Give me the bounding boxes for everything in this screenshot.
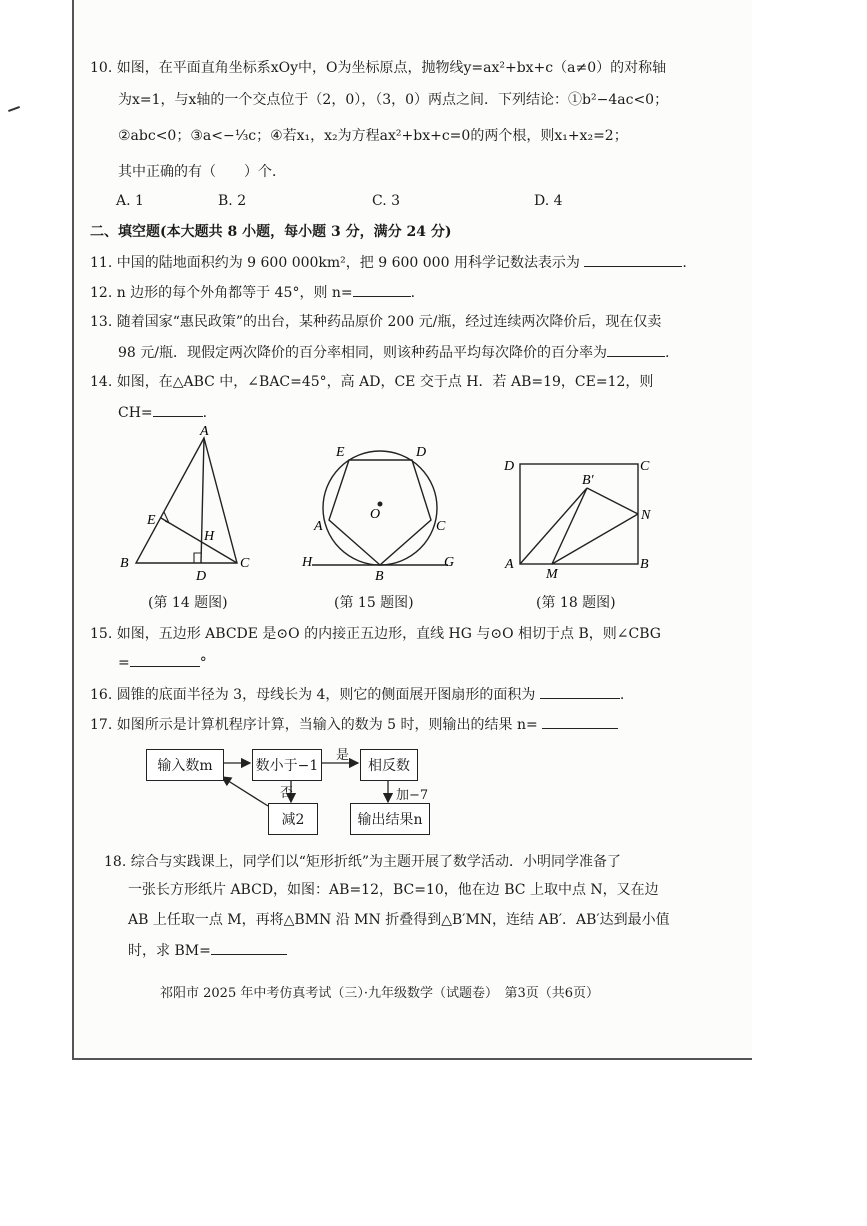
altitude-ce <box>161 518 237 563</box>
q17-blank[interactable] <box>542 714 618 729</box>
label-d: D <box>196 569 207 584</box>
label-a: A <box>314 519 323 534</box>
q13-end: . <box>664 345 670 361</box>
figure-14 <box>112 420 262 590</box>
q14-end: . <box>202 405 208 421</box>
q16-end: . <box>619 687 625 703</box>
q16-blank[interactable] <box>540 684 620 699</box>
label-m: M <box>546 567 558 580</box>
q13-line2: 98 元/瓶．现假定两次降价的百分率相同，则该种药品平均每次降价的百分率为 <box>118 345 607 361</box>
flow-label-no: 否 <box>280 786 294 801</box>
figure-18 <box>500 450 665 580</box>
q12-text: 12. n 边形的每个外角都等于 45°，则 n= <box>90 285 353 301</box>
label-o: O <box>370 507 381 522</box>
q10-line4: 其中正确的有（ ）个． <box>118 164 286 180</box>
q12-blank[interactable] <box>353 282 411 297</box>
fig18-caption: (第 18 题图) <box>536 595 616 611</box>
q14-line2: CH= <box>118 405 153 421</box>
label-c: C <box>240 556 250 571</box>
q11-blank[interactable] <box>584 252 682 267</box>
arrow-minus2-to-input <box>222 777 268 806</box>
figure-15 <box>300 438 470 586</box>
label-d: D <box>416 445 427 460</box>
flow-opposite-box: 相反数 <box>360 749 418 781</box>
q18-line1: 18. 综合与实践课上，同学们以“矩形折纸”为主题开展了数学活动．小明同学准备了 <box>104 854 622 870</box>
label-g: G <box>444 555 455 570</box>
q14-line1: 14. 如图，在△ABC 中，∠BAC=45°，高 AD，CE 交于点 H．若 AB=19，CE=12，则 <box>90 374 654 390</box>
label-h: H <box>204 529 215 544</box>
right-angle-d <box>194 553 201 563</box>
q10-line3: ②abc<0；③a<−⅓c；④若x₁，x₂为方程ax²+bx+c=0的两个根，则x₁+x₂=2； <box>118 128 628 144</box>
label-e: E <box>336 445 345 460</box>
label-b: B <box>120 556 129 571</box>
q13-line2-wrap <box>118 342 669 363</box>
flow-input-box: 输入数m <box>146 749 224 781</box>
flow-output-box: 输出结果n <box>350 803 430 835</box>
q11-end: . <box>682 255 687 271</box>
flow-label-yes: 是 <box>336 748 350 763</box>
q10-option-d: D. 4 <box>534 193 563 209</box>
q15-line2-wrap <box>118 652 207 673</box>
q12-end: . <box>410 285 416 301</box>
page-footer: 祁阳市 2025 年中考仿真考试（三）·九年级数学（试题卷） 第3页（共6页） <box>160 986 600 1001</box>
label-b: B <box>375 569 384 584</box>
segment-b1n <box>587 488 638 514</box>
q17-text: 17. 如图所示是计算机程序计算，当输入的数为 5 时，则输出的结果 n= <box>90 717 538 733</box>
segment-ab1 <box>520 488 587 564</box>
flow-minus2-box: 减2 <box>268 803 318 835</box>
q18-line4: 时，求 BM= <box>128 943 211 959</box>
q15-end: ° <box>199 655 207 671</box>
label-n: N <box>641 508 651 523</box>
q12 <box>90 282 415 303</box>
triangle-abc <box>136 438 237 563</box>
label-c: C <box>640 459 650 474</box>
q18-line2: 一张长方形纸片 ABCD，如图：AB=12，BC=10，他在边 BC 上取中点 N，又在边 <box>128 882 659 898</box>
flow-label-add: 加−7 <box>396 788 429 803</box>
q10-line2: 为x=1，与x轴的一个交点位于（2，0），（3，0）两点之间．下列结论：①b²−4ac<0； <box>118 92 669 108</box>
segment-mn <box>552 514 638 564</box>
q10-line1: 10. 如图，在平面直角坐标系xOy中，O为坐标原点，抛物线y=ax²+bx+c（a≠0）的对称轴 <box>90 60 667 76</box>
label-c: C <box>436 519 446 534</box>
q17 <box>90 714 618 735</box>
q11 <box>90 252 687 273</box>
label-h: H <box>302 555 313 570</box>
q15-line1: 15. 如图，五边形 ABCDE 是⊙O 的内接正五边形，直线 HG 与⊙O 相切于点 B，则∠CBG <box>90 626 661 642</box>
q16 <box>90 684 624 705</box>
fig15-caption: (第 15 题图) <box>334 595 414 611</box>
q18-blank[interactable] <box>211 940 287 955</box>
q10-option-b: B. 2 <box>218 193 247 209</box>
q10-option-a: A. 1 <box>116 193 144 209</box>
q15-line2: = <box>118 655 130 671</box>
q18-line4-wrap <box>128 940 287 961</box>
flow-compare-box: 数小于−1 <box>252 749 322 781</box>
q16-text: 16. 圆锥的底面半径为 3，母线长为 4，则它的侧面展开图扇形的面积为 <box>90 687 536 703</box>
label-a: A <box>505 557 514 572</box>
q18-line3: AB 上任取一点 M，再将△BMN 沿 MN 折叠得到△B′MN，连结 AB′．AB′达到最小值 <box>128 912 670 928</box>
label-b: B <box>640 557 649 572</box>
label-a: A <box>200 424 209 439</box>
q14-blank[interactable] <box>153 402 203 417</box>
label-e: E <box>147 513 156 528</box>
right-angle-e <box>164 512 169 523</box>
q10-option-c: C. 3 <box>372 193 401 209</box>
section2-heading: 二、填空题(本大题共 8 小题，每小题 3 分，满分 24 分) <box>90 224 452 240</box>
label-d: D <box>504 459 515 474</box>
q15-blank[interactable] <box>130 652 200 667</box>
center-point <box>378 502 383 507</box>
scan-mark <box>8 106 20 112</box>
segment-mb1 <box>552 488 587 564</box>
fig14-caption: (第 14 题图) <box>148 595 228 611</box>
altitude-ad <box>201 438 204 563</box>
label-b-prime: B′ <box>582 473 594 488</box>
q13-line1: 13. 随着国家“惠民政策”的出台，某种药品原价 200 元/瓶，经过连续两次降价后，现在仅卖 <box>90 314 662 330</box>
q11-text: 11. 中国的陆地面积约为 9 600 000km²，把 9 600 000 用科学记数法表示为 <box>90 255 580 271</box>
q13-blank[interactable] <box>607 342 665 357</box>
